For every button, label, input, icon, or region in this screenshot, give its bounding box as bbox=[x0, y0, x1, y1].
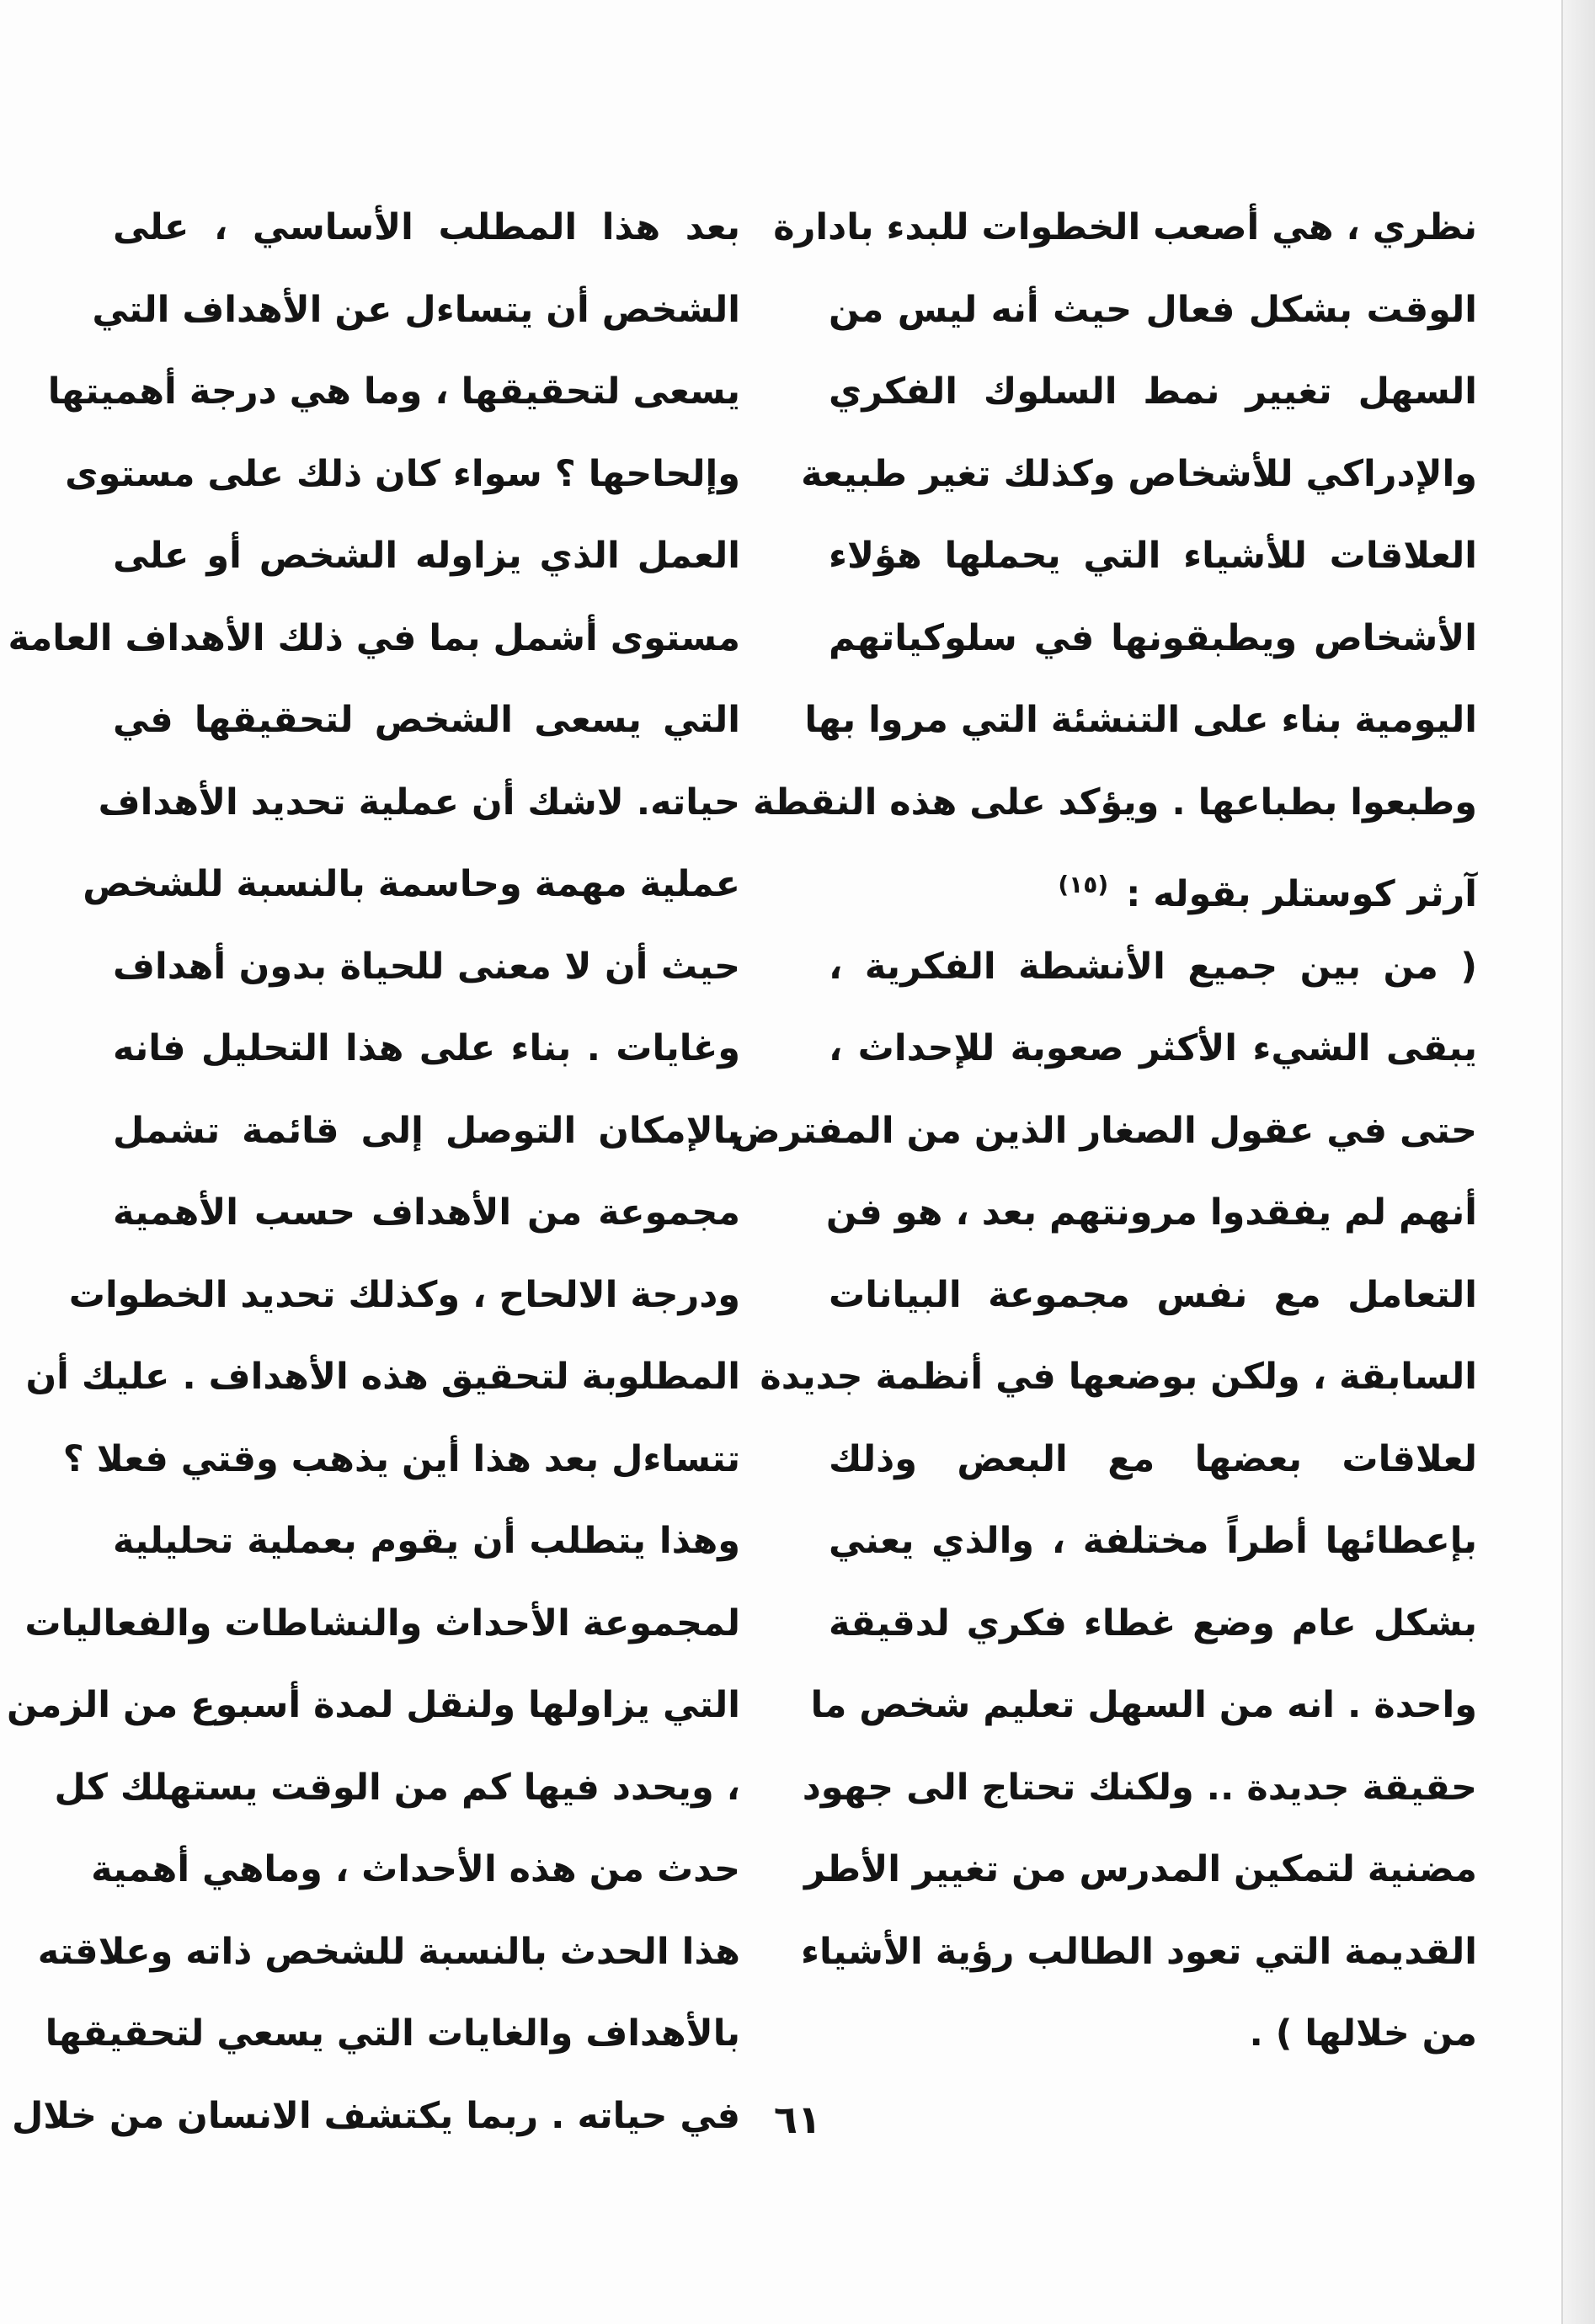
text-line: وإلحاحها ؟ سواء كان ذلك على مستوى bbox=[65, 452, 740, 495]
text-line: وغايات . بناء على هذا التحليل فانه bbox=[113, 1027, 740, 1069]
quote-line: التعامل مع نفس مجموعة البيانات bbox=[829, 1273, 1477, 1316]
text-line: حياته. لاشك أن عملية تحديد الأهداف bbox=[98, 781, 740, 824]
quote-line: حتى في عقول الصغار الذين من المفترض bbox=[731, 1109, 1477, 1152]
quote-line: السابقة ، ولكن بوضعها في أنظمة جديدة bbox=[760, 1356, 1477, 1398]
right-text-column bbox=[731, 187, 1477, 2076]
quote-line: أنهم لم يفقدوا مرونتهم بعد ، هو فن bbox=[825, 1191, 1477, 1234]
text-line: ، ويحدد فيها كم من الوقت يستهلك كل bbox=[54, 1766, 740, 1809]
text-line: نظري ، هي أصعب الخطوات للبدء بادارة bbox=[773, 206, 1477, 248]
left-text-column bbox=[7, 187, 740, 2157]
quote-line: ( من بين جميع الأنشطة الفكرية ، bbox=[829, 945, 1477, 988]
text-line: اليومية بناء على التنشئة التي مروا بها bbox=[804, 699, 1477, 741]
quote-line: بإعطائها أطراً مختلفة ، والذي يعني bbox=[829, 1520, 1477, 1562]
quote-end-line: من خلالها ) . bbox=[1249, 2012, 1477, 2055]
text-line: الشخص أن يتساءل عن الأهداف التي bbox=[92, 288, 740, 331]
text-line: في حياته . ربما يكتشف الانسان من خلال bbox=[11, 2094, 740, 2137]
text-line: العلاقات للأشياء التي يحملها هؤلاء bbox=[829, 535, 1477, 577]
text-line: حدث من هذه الأحداث ، وماهي أهمية bbox=[91, 1848, 740, 1890]
text-line: هذا الحدث بالنسبة للشخص ذاته وعلاقته bbox=[37, 1930, 740, 1973]
text-line: السهل تغيير نمط السلوك الفكري bbox=[829, 370, 1477, 413]
text-line: حيث أن لا معنى للحياة بدون أهداف bbox=[113, 945, 740, 988]
quote-line: واحدة . انه من السهل تعليم شخص ما bbox=[810, 1684, 1477, 1726]
quote-line: يبقى الشيء الأكثر صعوبة للإحداث ، bbox=[829, 1027, 1477, 1069]
text-line: وطبعوا بطباعها . ويؤكد على هذه النقطة bbox=[752, 781, 1477, 824]
text-line: والإدراكي للأشخاص وكذلك تغير طبيعة bbox=[801, 452, 1477, 495]
text-line: لمجموعة الأحداث والنشاطات والفعاليات bbox=[24, 1602, 740, 1644]
text-line: تتساءل بعد هذا أين يذهب وقتي فعلا ؟ bbox=[62, 1437, 740, 1480]
footnote-reference: (١٥) bbox=[1058, 871, 1109, 898]
text-line: بالإمكان التوصل إلى قائمة تشمل bbox=[113, 1109, 740, 1152]
text-line: بالأهداف والغايات التي يسعي لتحقيقها bbox=[45, 2012, 740, 2055]
text-line: عملية مهمة وحاسمة بالنسبة للشخص bbox=[83, 863, 740, 905]
text-line: مجموعة من الأهداف حسب الأهمية bbox=[113, 1191, 740, 1234]
quote-line: القديمة التي تعود الطالب رؤية الأشياء bbox=[801, 1930, 1477, 1973]
quote-line: مضنية لتمكين المدرس من تغيير الأطر bbox=[803, 1848, 1477, 1890]
quote-line: لعلاقات بعضها مع البعض وذلك bbox=[829, 1437, 1477, 1480]
text-line: الوقت بشكل فعال حيث أنه ليس من bbox=[829, 288, 1477, 331]
text-line: يسعى لتحقيقها ، وما هي درجة أهميتها bbox=[47, 370, 740, 413]
citation-text: آرثر كوستلر بقوله : bbox=[1126, 873, 1477, 915]
citation-line bbox=[829, 844, 1477, 926]
text-line: بعد هذا المطلب الأساسي ، على bbox=[113, 206, 740, 248]
text-line: التي يسعى الشخص لتحقيقها في bbox=[113, 699, 740, 741]
page-edge-shadow bbox=[1561, 0, 1595, 2324]
text-line: المطلوبة لتحقيق هذه الأهداف . عليك أن bbox=[25, 1356, 740, 1398]
quote-line: بشكل عام وضع غطاء فكري لدقيقة bbox=[829, 1602, 1477, 1644]
text-line: الأشخاص ويطبقونها في سلوكياتهم bbox=[829, 616, 1477, 659]
text-line: العمل الذي يزاوله الشخص أو على bbox=[113, 535, 740, 577]
quote-line: حقيقة جديدة .. ولكنك تحتاج الى جهود bbox=[802, 1766, 1477, 1809]
text-line: مستوى أشمل بما في ذلك الأهداف العامة bbox=[8, 616, 740, 659]
text-line: ودرجة الالحاح ، وكذلك تحديد الخطوات bbox=[68, 1273, 740, 1316]
text-line: التي يزاولها ولنقل لمدة أسبوع من الزمن bbox=[7, 1684, 740, 1726]
text-line: وهذا يتطلب أن يقوم بعملية تحليلية bbox=[113, 1520, 740, 1562]
page-number: ٦١ bbox=[773, 2097, 822, 2142]
